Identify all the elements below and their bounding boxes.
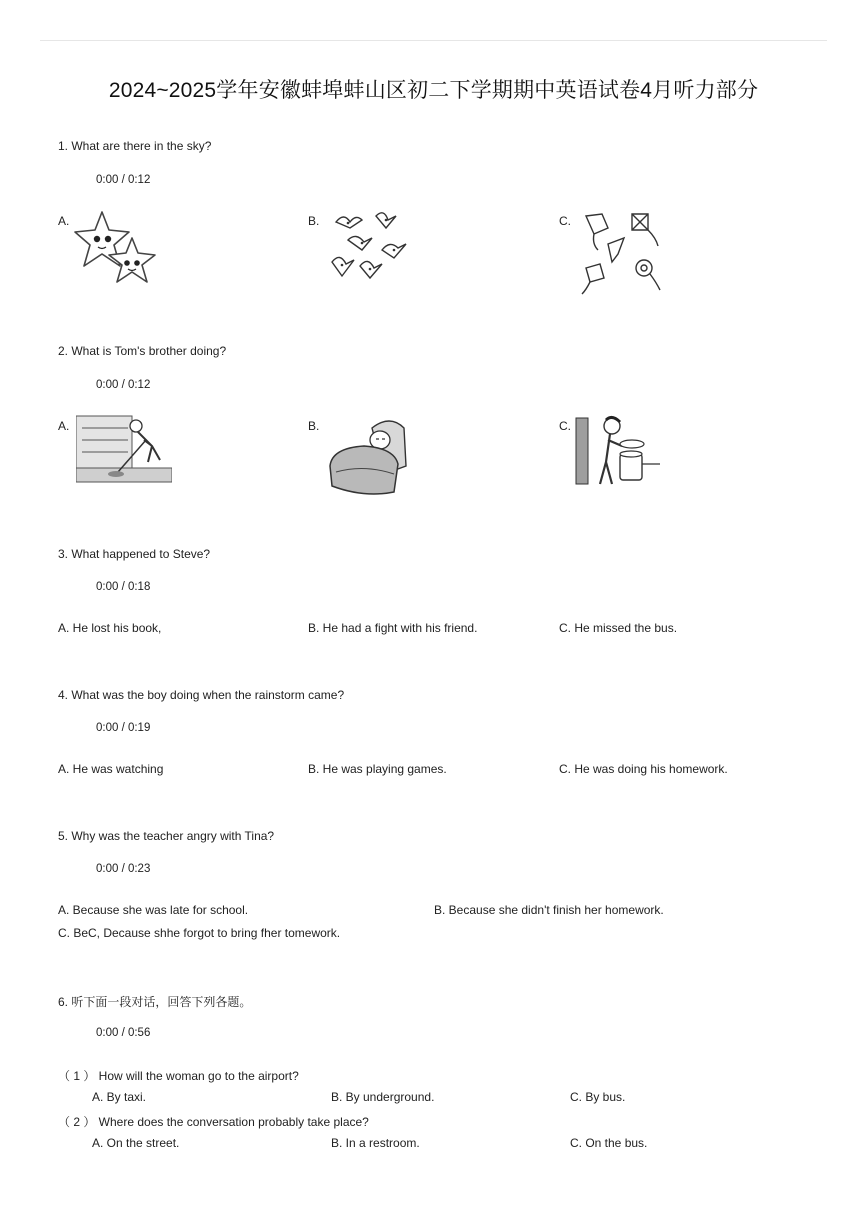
sleeping-in-bed-picture-icon[interactable] xyxy=(324,414,410,498)
question-6-sub-2-prompt: （ 2 ） Where does the conversation probably take place? xyxy=(58,1115,369,1129)
question-1-option-c-label: C. xyxy=(559,214,571,228)
question-3-audio-player[interactable]: 0:00 / 0:18 xyxy=(96,581,151,593)
kites-picture-icon[interactable] xyxy=(578,210,678,296)
question-6-prompt: 6. 听下面一段对话，回答下列各题。 xyxy=(58,995,252,1009)
question-6-sub-2-option-c[interactable]: C. On the bus. xyxy=(570,1136,648,1150)
question-6-sub-1-option-b[interactable]: B. By underground. xyxy=(331,1090,435,1104)
question-5-option-b[interactable]: B. Because she didn't finish her homework. xyxy=(434,903,664,917)
question-3-option-c[interactable]: C. He missed the bus. xyxy=(559,621,678,635)
mopping-floor-picture-icon[interactable] xyxy=(76,414,172,484)
question-4-audio-player[interactable]: 0:00 / 0:19 xyxy=(96,722,151,734)
question-1-prompt: 1. What are there in the sky? xyxy=(58,139,212,153)
question-4-prompt: 4. What was the boy doing when the rainstorm came? xyxy=(58,688,345,702)
page-title: 2024~2025学年安徽蚌埠蚌山区初二下学期期中英语试卷4月听力部分 xyxy=(108,79,759,102)
question-3-option-b[interactable]: B. He had a fight with his friend. xyxy=(308,621,478,635)
question-6-audio-player[interactable]: 0:00 / 0:56 xyxy=(96,1027,151,1039)
question-3-option-a[interactable]: A. He lost his book, xyxy=(58,621,162,635)
stars-picture-icon[interactable] xyxy=(72,208,164,288)
question-1-audio-player[interactable]: 0:00 / 0:12 xyxy=(96,174,151,186)
question-1-option-a-label: A. xyxy=(58,214,70,228)
question-5-audio-player[interactable]: 0:00 / 0:23 xyxy=(96,863,151,875)
question-1-option-b-label: B. xyxy=(308,214,320,228)
question-5-option-a[interactable]: A. Because she was late for school. xyxy=(58,903,249,917)
birds-picture-icon[interactable] xyxy=(326,210,412,284)
question-6-sub-1-option-a[interactable]: A. By taxi. xyxy=(92,1090,147,1104)
question-4-option-a[interactable]: A. He was watching xyxy=(58,762,164,776)
question-2-prompt: 2. What is Tom's brother doing? xyxy=(58,344,227,358)
question-5-option-c[interactable]: C. BeC, Decause shhe forgot to bring fher tomework. xyxy=(58,926,341,940)
question-3-prompt: 3. What happened to Steve? xyxy=(58,547,211,561)
question-6-sub-1-prompt: （ 1 ） How will the woman go to the airport? xyxy=(58,1069,299,1083)
question-2-option-a-label: A. xyxy=(58,419,70,433)
question-2-audio-player[interactable]: 0:00 / 0:12 xyxy=(96,379,151,391)
question-6-sub-2-option-a[interactable]: A. On the street. xyxy=(92,1136,180,1150)
question-6-sub-1-option-c[interactable]: C. By bus. xyxy=(570,1090,626,1104)
question-6-sub-2-option-b[interactable]: B. In a restroom. xyxy=(331,1136,420,1150)
question-2-option-b-label: B. xyxy=(308,419,320,433)
top-divider xyxy=(40,40,827,41)
question-4-option-b[interactable]: B. He was playing games. xyxy=(308,762,447,776)
question-5-prompt: 5. Why was the teacher angry with Tina? xyxy=(58,829,275,843)
question-4-option-c[interactable]: C. He was doing his homework. xyxy=(559,762,728,776)
question-2-option-c-label: C. xyxy=(559,419,571,433)
washing-dishes-picture-icon[interactable] xyxy=(574,414,666,494)
